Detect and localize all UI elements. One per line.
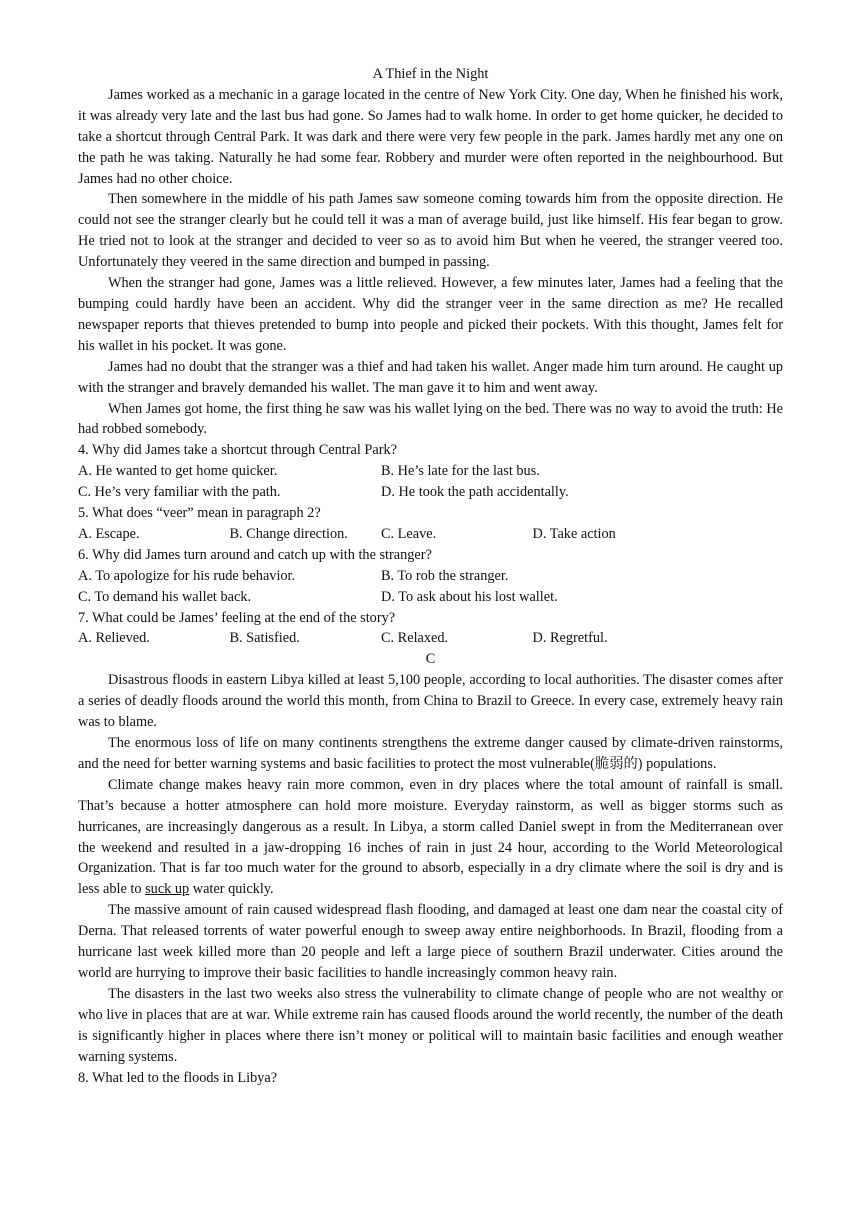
passage-b-paragraph-2: Then somewhere in the middle of his path James saw someone coming towards him from the opposite direction. He could not see the stranger clearly but he could tell it was a man of average build, just like himself. His fear began to grow. He tried not to look at the stranger and decided to veer so as to avoid him But when he veered, the stranger veered too. Unfortunately they veered in the same direction and bumped in passing. <box>78 191 783 271</box>
question-6-option-a: A. To apologize for his rude behavior. <box>78 567 296 584</box>
passage-c-paragraph-3 <box>78 775 783 900</box>
passage-c-paragraph-3-end: water quickly. <box>189 881 274 898</box>
underlined-phrase: suck up <box>145 881 190 898</box>
question-7-stem: 7. What could be James’ feeling at the end of the story? <box>78 609 396 626</box>
passage-c-paragraph-5: The disasters in the last two weeks also stress the vulnerability to climate change of people who are not wealthy or who live in places that are at war. While extreme rain has caused floods around the world recently, the number of the death is significantly higher in places where there isn’t money or political will to maintain basic facilities and enough weather warning systems. <box>78 985 783 1065</box>
passage-c-paragraph-2: The enormous loss of life on many continents strengthens the extreme danger caused by climate-driven rainstorms, and the need for better warning systems and basic facilities to protect the most vulnerable(脆弱的) populations. <box>78 735 783 772</box>
document-page <box>78 64 783 1088</box>
question-6-stem: 6. Why did James turn around and catch up with the stranger? <box>78 546 432 563</box>
question-4-options-row-2 <box>78 482 783 503</box>
question-7-option-c: C. Relaxed. <box>381 630 449 647</box>
question-7-option-b: B. Satisfied. <box>229 630 300 647</box>
passage-c-paragraph-1: Disastrous floods in eastern Libya killed at least 5,100 people, according to local authorities. The disaster comes after a series of deadly floods around the world this month, from China to Brazil to Greece. In every case, extremely heavy rain was to blame. <box>78 672 783 731</box>
question-6-options-row-1 <box>78 566 783 587</box>
passage-b-paragraph-5: When James got home, the first thing he saw was his wallet lying on the bed. There was no way to avoid the truth: He had robbed somebody. <box>78 400 783 438</box>
question-8-stem: 8. What led to the floods in Libya? <box>78 1069 278 1086</box>
question-5-stem: 5. What does “veer” mean in paragraph 2? <box>78 505 321 522</box>
question-4-option-c: C. He’s very familiar with the path. <box>78 484 281 501</box>
question-5-option-d: D. Take action <box>532 525 616 542</box>
question-4-option-a: A. He wanted to get home quicker. <box>78 463 278 480</box>
question-5-option-c: C. Leave. <box>381 525 437 542</box>
question-7-options <box>78 628 783 649</box>
question-4-stem: 4. Why did James take a shortcut through Central Park? <box>78 442 397 459</box>
question-4-option-d: D. He took the path accidentally. <box>381 484 569 501</box>
passage-c-paragraph-4: The massive amount of rain caused widespread flash flooding, and damaged at least one dam near the coastal city of Derna. That released torrents of water powerful enough to sweep away entire neighborhoods. In Brazil, flooding from a hurricane last week killed more than 20 people and left a large piece of southern Brazil underwater. Cities around the world are hurrying to improve their basic facilities to handle increasingly common heavy rain. <box>78 902 783 981</box>
question-4-option-b: B. He’s late for the last bus. <box>381 463 540 480</box>
passage-c-label: C <box>425 651 436 668</box>
passage-b-paragraph-3: When the stranger had gone, James was a little relieved. However, a few minutes later, James had a feeling that the bumping could hardly have been an accident. Why did the stranger veer in the same direction as me? He recalled newspaper reports that thieves pretended to bump into people and picked their pockets. With this thought, James felt for his wallet in his pocket. It was gone. <box>78 275 783 354</box>
passage-c-paragraph-3-text: Climate change makes heavy rain more common, even in dry places where the total amount of rainfall is small. That’s because a hotter atmosphere can hold more moisture. Everyday rainstorm, as well as bigger storms such as hurricanes, are increasingly dangerous as a result. In Libya, a storm called Daniel swept in from the Mediterranean over the weekend and resulted in a jaw-dropping 16 inches of rain in just 24 hour, according to the World Meteorological Organization. That is far too much water for the ground to absorb, especially in a dry climate where the soil is dry and is less able to <box>78 776 783 898</box>
question-6-options-row-2 <box>78 587 783 608</box>
question-6-option-d: D. To ask about his lost wallet. <box>381 588 558 605</box>
question-7-option-d: D. Regretful. <box>532 630 608 647</box>
question-7-option-a: A. Relieved. <box>78 630 150 647</box>
question-6-option-b: B. To rob the stranger. <box>381 567 509 584</box>
passage-b-paragraph-4: James had no doubt that the stranger was a thief and had taken his wallet. Anger made him turn around. He caught up with the stranger and bravely demanded his wallet. The man gave it to him and went away. <box>78 358 783 396</box>
question-5-option-b: B. Change direction. <box>229 525 348 542</box>
question-6-option-c: C. To demand his wallet back. <box>78 588 252 605</box>
passage-b-paragraph-1: James worked as a mechanic in a garage located in the centre of New York City. One day, When he finished his work, it was already very late and the last bus had gone. So James had to walk home. In order to get home quicker, he decided to take a shortcut through Central Park. It was dark and there were very few people in the park. James hardly met any one on the path he was taking. Naturally he had some fear. Robbery and murder were often reported in the neighbourhood. But James had no other choice. <box>78 86 783 187</box>
question-4-options-row-1 <box>78 461 783 482</box>
passage-title: A Thief in the Night <box>372 66 489 82</box>
question-5-option-a: A. Escape. <box>78 525 140 542</box>
question-5-options <box>78 524 783 545</box>
